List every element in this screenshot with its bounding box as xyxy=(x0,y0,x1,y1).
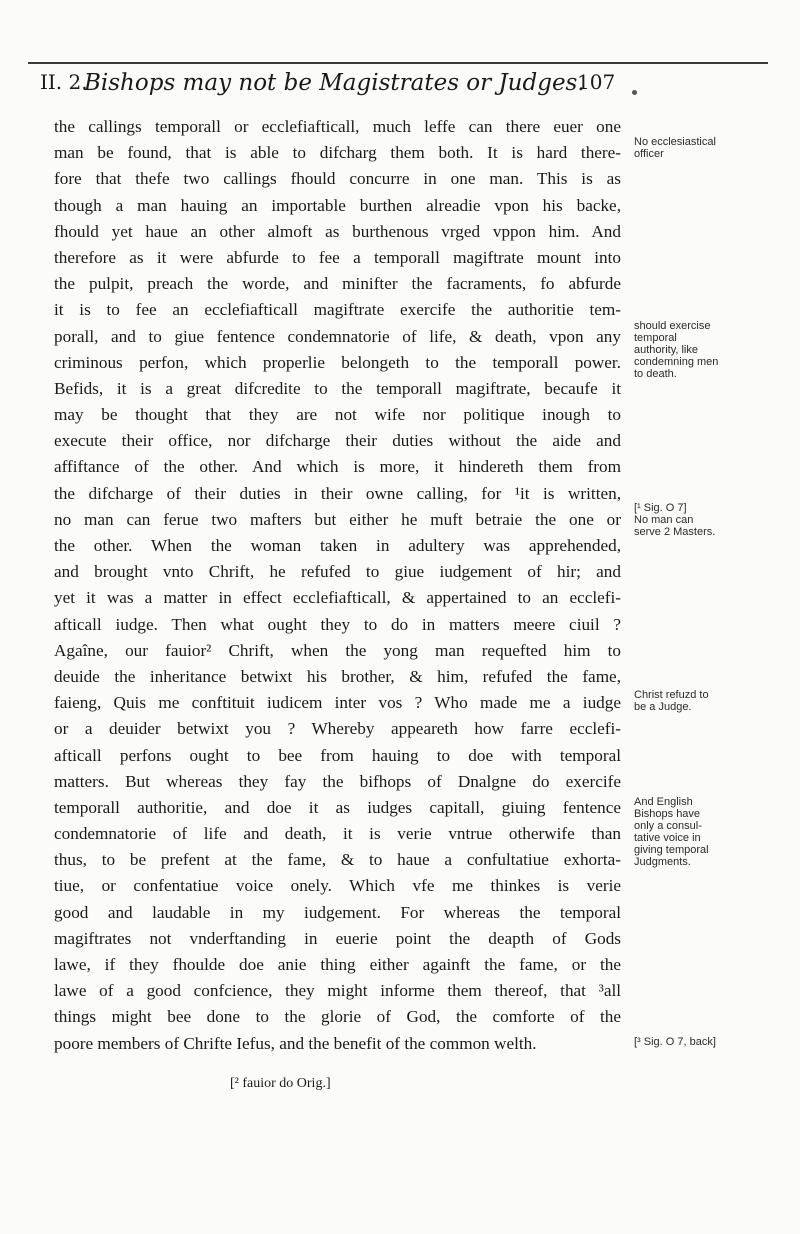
page-number: 107 xyxy=(577,70,616,94)
text-line: tiue, or confentatiue voice onely. Which vfe me thinkes is verie xyxy=(54,876,621,896)
text-line: Befids, it is a great difcredite to the temporall magiftrate, becaufe it xyxy=(54,378,621,398)
body-text xyxy=(54,114,621,1057)
margin-note: should exercise temporal authority, like condemning men to death. xyxy=(634,320,719,380)
text-line: though a man hauing an importable burthen alreadie vpon his backe, xyxy=(54,195,621,215)
text-line: magiftrates not vnderftanding in euerie point the deapth of Gods xyxy=(54,928,621,948)
margin-note: [¹ Sig. O 7] No man can serve 2 Masters. xyxy=(634,502,716,538)
chapter-number: II. 2. xyxy=(40,70,88,94)
text-line: lawe, if they fhoulde doe anie thing either againft the fame, or the xyxy=(54,955,621,974)
text-line: matters. But whereas they fay the bifhops of Dnalgne do exercife xyxy=(54,771,621,791)
text-line: may be thought that they are not wife nor politique inough to xyxy=(54,405,621,425)
text-line: thus, to be prefent at the fame, & to haue a confultatiue exhorta- xyxy=(54,850,621,870)
text-line: fhould yet haue an other almoft as burthenous vrged vppon him. And xyxy=(54,221,621,241)
text-line: fore that thefe two callings fhould concurre in one man. This is as xyxy=(54,169,621,189)
text-line: the callings temporall or ecclefiafticall, much leffe can there euer one xyxy=(54,117,621,136)
text-line: affiftance of the other. And which is more, it hindereth them from xyxy=(54,457,621,477)
text-line: no man can ferue two mafters but either he muft betraie the one or xyxy=(54,509,621,529)
page-header xyxy=(40,70,640,110)
margin-note: No ecclesiastical officer xyxy=(634,136,716,160)
text-line: Agaîne, our fauior² Chrift, when the yong man requefted him to xyxy=(54,640,621,660)
text-line: afticall iudge. Then what ought they to do in matters meere ciuil ? xyxy=(54,614,621,634)
text-line: or a deuider betwixt you ? Whereby appeareth how farre ecclefi- xyxy=(54,719,621,739)
text-line: good and laudable in my iudgement. For whereas the temporal xyxy=(54,902,621,922)
text-line: it is to fee an ecclefiafticall magiftrate exercife the authoritie tem- xyxy=(54,300,621,320)
text-line: condemnatorie of life and death, it is verie vntrue otherwife than xyxy=(54,824,621,844)
text-line: things might bee done to the glorie of God, the comforte of the xyxy=(54,1007,621,1027)
text-line: the difcharge of their duties in their owne calling, for ¹it is written, xyxy=(54,483,621,503)
text-line: poore members of Chrifte Iefus, and the benefit of the common welth. xyxy=(54,1033,537,1053)
margin-note: Christ refuzd to be a Judge. xyxy=(634,689,709,713)
margin-note: And English Bishops have only a consul- tative voice in giving temporal Judgments. xyxy=(634,796,709,868)
margin-note: [³ Sig. O 7, back] xyxy=(634,1036,716,1048)
running-title: Bishops may not be Magistrates or Judges. xyxy=(84,70,585,96)
text-line: temporall authoritie, and doe it as iudges capitall, giuing fentence xyxy=(54,797,621,817)
text-line: man be found, that is able to difcharg them both. It is hard there- xyxy=(54,143,621,163)
text-line: faieng, Quis me conftituit iudicem inter vos ? Who made me a iudge xyxy=(54,693,621,713)
text-line: execute their office, nor difcharge their duties without the aide and xyxy=(54,431,621,451)
text-line: criminous perfon, which properlie belongeth to the temporall power. xyxy=(54,352,621,372)
text-line: porall, and to giue fentence condemnatorie of life, & death, vpon any xyxy=(54,326,621,346)
text-line: and brought vnto Chrift, he refufed to giue iudgement of hir; and xyxy=(54,562,621,582)
text-line: therefore as it were abfurde to fee a temporall magiftrate mount into xyxy=(54,247,621,267)
ornament-dot xyxy=(632,90,637,95)
top-rule xyxy=(28,62,768,64)
text-line: afticall perfons ought to bee from hauing to doe with temporal xyxy=(54,745,621,765)
text-line: yet it was a matter in effect ecclefiafticall, & appertained to an ecclefi- xyxy=(54,588,621,608)
text-line: lawe of a good confcience, they might informe them thereof, that ³all xyxy=(54,981,621,1001)
footnote: [² fauior do Orig.] xyxy=(230,1076,331,1091)
text-line: deuide the inheritance betwixt his brother, & him, refufed the fame, xyxy=(54,666,621,686)
text-line: the other. When the woman taken in adultery was apprehended, xyxy=(54,536,621,555)
text-line: the pulpit, preach the worde, and minifter the facraments, fo abfurde xyxy=(54,274,621,294)
